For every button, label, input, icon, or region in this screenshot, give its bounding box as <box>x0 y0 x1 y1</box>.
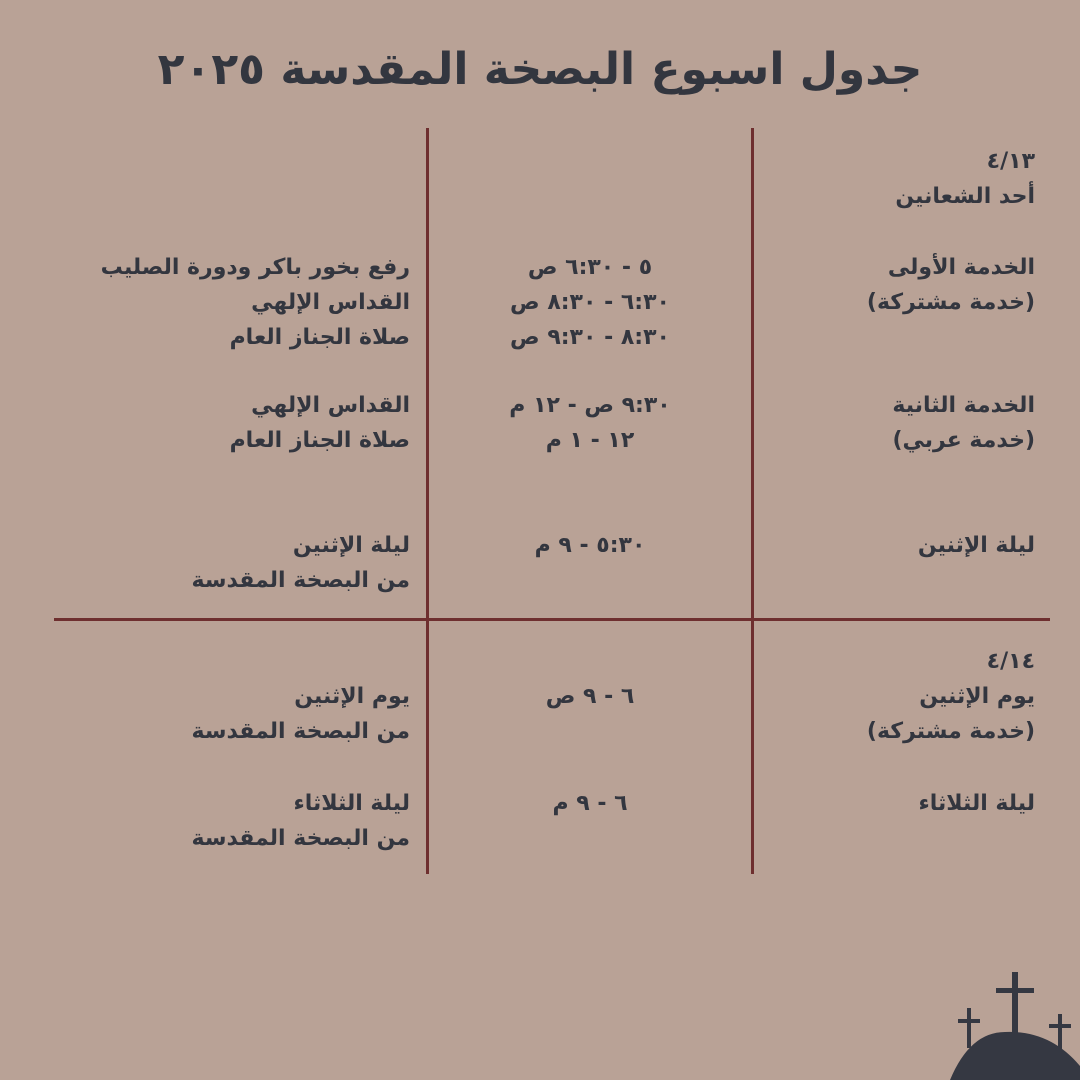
service-times: ٥:٣٠ - ٩ م <box>534 533 646 558</box>
section-2-date: ٤/١٤ <box>986 649 1035 674</box>
service-times: ٥ - ٦:٣٠ ص ٦:٣٠ - ٨:٣٠ ص ٨:٣٠ - ٩:٣٠ ص <box>510 255 670 350</box>
service-label: ليلة الإثنين <box>917 533 1035 558</box>
section-1-day: أحد الشعانين <box>895 184 1035 209</box>
service-activities: ليلة الثلاثاء من البصخة المقدسة <box>191 791 410 851</box>
column-divider-right <box>751 128 754 874</box>
service-label: ليلة الثلاثاء <box>918 791 1035 816</box>
section-divider <box>54 618 1050 621</box>
service-times: ٦ - ٩ م <box>552 791 628 816</box>
crosses-on-hill-icon <box>950 970 1080 1080</box>
section-1-date: ٤/١٣ <box>986 149 1035 174</box>
page-title: جدول اسبوع البصخة المقدسة ٢٠٢٥ <box>157 44 923 95</box>
service-activities: رفع بخور باكر ودورة الصليب القداس الإلهي صلاة الجناز العام <box>100 255 410 350</box>
service-times: ٦ - ٩ ص <box>545 684 635 709</box>
service-label: الخدمة الثانية (خدمة عربي) <box>892 393 1035 453</box>
section-1-header <box>895 144 1035 214</box>
section-2-header: ٤/١٤ يوم الإثنين (خدمة مشتركة) <box>867 644 1035 749</box>
service-times: ٩:٣٠ ص - ١٢ م ١٢ - ١ م <box>509 393 671 453</box>
column-divider-left <box>426 128 429 874</box>
service-activities: القداس الإلهي صلاة الجناز العام <box>229 393 410 453</box>
service-activities: يوم الإثنين من البصخة المقدسة <box>191 684 410 744</box>
service-label: الخدمة الأولى (خدمة مشتركة) <box>866 255 1035 315</box>
service-activities: ليلة الإثنين من البصخة المقدسة <box>191 533 410 593</box>
